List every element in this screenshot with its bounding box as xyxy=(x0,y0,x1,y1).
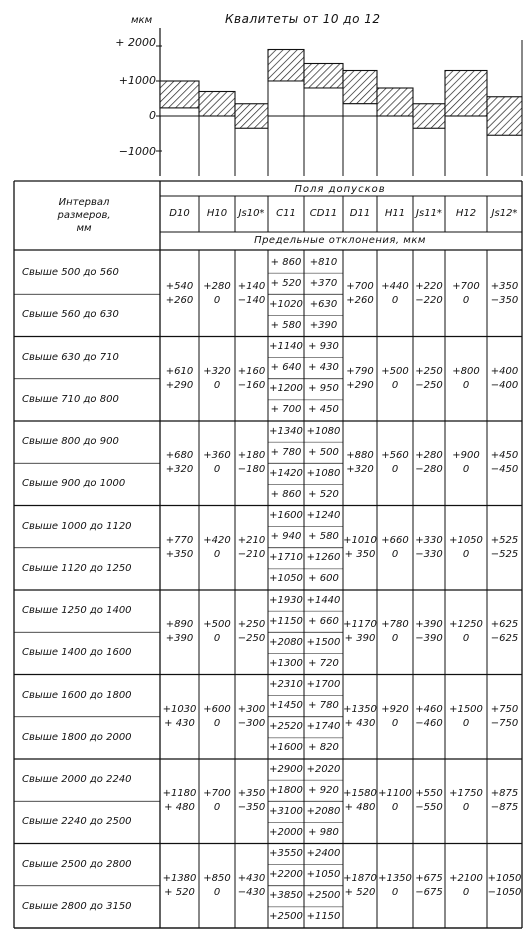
upper-deviation: +525 xyxy=(490,534,519,546)
upper-deviation: +360 xyxy=(203,450,231,462)
c11-deviation: +2200 xyxy=(269,869,303,881)
lower-deviation: −675 xyxy=(415,886,443,898)
upper-deviation: +1050 xyxy=(487,872,522,884)
fields-header: Поля допусков xyxy=(294,184,386,195)
cd11-deviation: +2500 xyxy=(306,890,341,902)
upper-deviation: +1500 xyxy=(449,703,483,715)
upper-deviation: +140 xyxy=(237,281,266,293)
lower-deviation: −550 xyxy=(415,802,443,814)
lower-deviation: −625 xyxy=(490,633,519,645)
upper-deviation: +800 xyxy=(452,365,480,377)
upper-deviation: +250 xyxy=(237,619,266,631)
c11-deviation: +1300 xyxy=(269,657,303,669)
upper-deviation: +900 xyxy=(452,450,480,462)
upper-deviation: +320 xyxy=(203,365,231,377)
lower-deviation: −400 xyxy=(490,379,519,391)
lower-deviation: −430 xyxy=(237,886,266,898)
c11-deviation: +1140 xyxy=(269,341,303,353)
upper-deviation: +920 xyxy=(381,703,409,715)
upper-deviation: +780 xyxy=(381,619,409,631)
c11-deviation: +3100 xyxy=(269,805,303,817)
lower-deviation: 0 xyxy=(391,802,399,814)
lower-deviation: +290 xyxy=(346,379,374,391)
cd11-deviation: +1050 xyxy=(306,869,341,881)
upper-deviation: +500 xyxy=(381,365,409,377)
c11-deviation: + 860 xyxy=(270,256,302,268)
upper-deviation: +790 xyxy=(346,365,374,377)
c11-deviation: +1050 xyxy=(269,573,303,585)
lower-deviation: +260 xyxy=(165,295,194,307)
y-tick-label: + 2000 xyxy=(115,36,156,49)
lower-deviation: −220 xyxy=(415,295,443,307)
lower-deviation: 0 xyxy=(462,717,470,729)
c11-deviation: +2900 xyxy=(269,763,303,775)
lower-deviation: −210 xyxy=(237,548,266,560)
upper-deviation: +560 xyxy=(381,450,409,462)
lower-deviation: −180 xyxy=(237,464,266,476)
c11-deviation: + 580 xyxy=(270,319,302,331)
c11-deviation: +3850 xyxy=(269,890,303,902)
interval-row: Свыше 1120 до 1250 xyxy=(22,562,132,574)
c11-deviation: + 700 xyxy=(270,404,302,416)
c11-deviation: +1800 xyxy=(269,784,303,796)
cd11-deviation: +1500 xyxy=(306,636,341,648)
lower-deviation: 0 xyxy=(391,295,399,307)
lower-deviation: +320 xyxy=(165,464,194,476)
upper-deviation: +625 xyxy=(490,619,519,631)
upper-deviation: +1580 xyxy=(343,788,377,800)
lower-deviation: +390 xyxy=(165,633,194,645)
lower-deviation: +260 xyxy=(346,295,374,307)
lower-deviation: −750 xyxy=(490,717,519,729)
lower-deviation: −1050 xyxy=(487,886,522,898)
c11-deviation: + 640 xyxy=(270,362,302,374)
c11-deviation: +1600 xyxy=(269,510,303,522)
cd11-deviation: + 780 xyxy=(308,700,339,712)
upper-deviation: +440 xyxy=(381,281,409,293)
upper-deviation: +750 xyxy=(490,703,519,715)
lower-deviation: 0 xyxy=(213,379,221,391)
interval-row: Свыше 2240 до 2500 xyxy=(22,816,132,828)
interval-row: Свыше 1400 до 1600 xyxy=(22,647,132,659)
lower-deviation: + 480 xyxy=(164,802,195,814)
interval-row: Свыше 1250 до 1400 xyxy=(22,605,132,617)
cd11-deviation: +1150 xyxy=(306,911,341,923)
cd11-deviation: +370 xyxy=(309,277,338,289)
cd11-deviation: + 920 xyxy=(308,784,339,796)
cd11-deviation: + 580 xyxy=(308,531,339,543)
upper-deviation: +500 xyxy=(203,619,231,631)
interval-row: Свыше 1800 до 2000 xyxy=(22,731,132,743)
lower-deviation: + 430 xyxy=(344,717,376,729)
interval-row: Свыше 800 до 900 xyxy=(22,436,119,448)
upper-deviation: +160 xyxy=(237,365,266,377)
column-code-h11: H11 xyxy=(384,208,406,219)
chart-unit-label: мкм xyxy=(131,15,153,26)
upper-deviation: +1350 xyxy=(343,703,377,715)
cd11-deviation: + 450 xyxy=(308,404,339,416)
upper-deviation: +700 xyxy=(452,281,480,293)
upper-deviation: +875 xyxy=(490,788,519,800)
lower-deviation: −875 xyxy=(490,802,519,814)
upper-deviation: +890 xyxy=(165,619,194,631)
upper-deviation: +210 xyxy=(237,534,266,546)
interval-row: Свыше 2500 до 2800 xyxy=(22,858,132,870)
lower-deviation: 0 xyxy=(391,717,399,729)
c11-deviation: +2520 xyxy=(269,721,303,733)
lower-deviation: 0 xyxy=(462,379,470,391)
lower-deviation: 0 xyxy=(213,548,221,560)
upper-deviation: +250 xyxy=(415,365,443,377)
interval-header-line2: размеров, xyxy=(57,210,111,221)
column-code-c11: C11 xyxy=(276,208,296,219)
upper-deviation: +1380 xyxy=(162,872,197,884)
upper-deviation: +680 xyxy=(165,450,194,462)
column-code-cd11: CD11 xyxy=(309,208,338,219)
upper-deviation: +540 xyxy=(165,281,194,293)
cd11-deviation: + 720 xyxy=(308,657,339,669)
upper-deviation: +700 xyxy=(203,788,231,800)
c11-deviation: +1420 xyxy=(269,467,303,479)
lower-deviation: +290 xyxy=(165,379,194,391)
lower-deviation: + 350 xyxy=(344,548,376,560)
lower-deviation: 0 xyxy=(462,295,470,307)
c11-deviation: + 940 xyxy=(270,531,302,543)
lower-deviation: 0 xyxy=(391,379,399,391)
c11-deviation: + 520 xyxy=(270,277,302,289)
upper-deviation: +460 xyxy=(415,703,443,715)
lower-deviation: −450 xyxy=(490,464,519,476)
interval-row: Свыше 710 до 800 xyxy=(22,393,119,405)
upper-deviation: +880 xyxy=(346,450,374,462)
cd11-deviation: +1080 xyxy=(306,425,341,437)
upper-deviation: +675 xyxy=(415,872,443,884)
c11-deviation: +2080 xyxy=(269,636,303,648)
upper-deviation: +330 xyxy=(415,534,443,546)
c11-deviation: + 780 xyxy=(270,446,302,458)
upper-deviation: +1180 xyxy=(162,788,197,800)
cd11-deviation: +2080 xyxy=(306,805,341,817)
upper-deviation: +600 xyxy=(203,703,231,715)
upper-deviation: +220 xyxy=(415,281,443,293)
lower-deviation: 0 xyxy=(213,802,221,814)
interval-row: Свыше 2000 до 2240 xyxy=(22,774,132,786)
lower-deviation: −350 xyxy=(237,802,266,814)
upper-deviation: +700 xyxy=(346,281,374,293)
lower-deviation: 0 xyxy=(462,548,470,560)
cd11-deviation: +1080 xyxy=(306,467,341,479)
cd11-deviation: +810 xyxy=(309,256,338,268)
upper-deviation: +660 xyxy=(381,534,409,546)
lower-deviation: −525 xyxy=(490,548,519,560)
deviations-header: Предельные отклонения, мкм xyxy=(254,235,426,246)
upper-deviation: +420 xyxy=(203,534,231,546)
interval-row: Свыше 500 до 560 xyxy=(22,267,119,279)
upper-deviation: +450 xyxy=(490,450,519,462)
interval-row: Свыше 1000 до 1120 xyxy=(22,520,132,532)
interval-row: Свыше 2800 до 3150 xyxy=(22,900,132,912)
upper-deviation: +180 xyxy=(237,450,266,462)
lower-deviation: 0 xyxy=(462,886,470,898)
lower-deviation: 0 xyxy=(462,802,470,814)
upper-deviation: +1750 xyxy=(449,788,483,800)
cd11-deviation: + 820 xyxy=(308,742,339,754)
page-title: Квалитеты от 10 до 12 xyxy=(225,12,381,26)
column-code-d11: D11 xyxy=(349,208,371,219)
upper-deviation: +390 xyxy=(415,619,443,631)
c11-deviation: +1930 xyxy=(269,594,303,606)
cd11-deviation: + 660 xyxy=(308,615,339,627)
lower-deviation: −330 xyxy=(415,548,443,560)
upper-deviation: +1010 xyxy=(343,534,377,546)
interval-header-line1: Интервал xyxy=(58,197,110,208)
c11-deviation: +1450 xyxy=(269,700,303,712)
column-code-js12: Js12* xyxy=(491,208,518,219)
upper-deviation: +1350 xyxy=(378,872,412,884)
column-code-js11: Js11* xyxy=(416,208,442,219)
lower-deviation: 0 xyxy=(213,886,221,898)
cd11-deviation: +1260 xyxy=(306,552,341,564)
lower-deviation: 0 xyxy=(391,886,399,898)
cd11-deviation: +1440 xyxy=(306,594,341,606)
interval-row: Свыше 900 до 1000 xyxy=(22,478,126,490)
upper-deviation: +400 xyxy=(490,365,519,377)
lower-deviation: −280 xyxy=(415,464,443,476)
lower-deviation: + 390 xyxy=(344,633,376,645)
interval-row: Свыше 630 до 710 xyxy=(22,351,119,363)
lower-deviation: −160 xyxy=(237,379,266,391)
cd11-deviation: + 600 xyxy=(308,573,339,585)
cd11-deviation: +2400 xyxy=(306,848,341,860)
upper-deviation: +1030 xyxy=(162,703,197,715)
upper-deviation: +1100 xyxy=(378,788,412,800)
upper-deviation: +610 xyxy=(165,365,194,377)
c11-deviation: +1340 xyxy=(269,425,303,437)
cd11-deviation: +390 xyxy=(309,319,338,331)
upper-deviation: +1870 xyxy=(343,872,377,884)
interval-header-line3: мм xyxy=(76,223,92,234)
cd11-deviation: +2020 xyxy=(306,763,341,775)
cd11-deviation: +1700 xyxy=(306,679,341,691)
lower-deviation: + 480 xyxy=(344,802,376,814)
c11-deviation: +1710 xyxy=(269,552,303,564)
lower-deviation: −300 xyxy=(237,717,266,729)
upper-deviation: +300 xyxy=(237,703,266,715)
lower-deviation: +320 xyxy=(346,464,374,476)
lower-deviation: −390 xyxy=(415,633,443,645)
upper-deviation: +350 xyxy=(237,788,266,800)
upper-deviation: +550 xyxy=(415,788,443,800)
upper-deviation: +280 xyxy=(415,450,443,462)
cd11-deviation: +1740 xyxy=(306,721,341,733)
cd11-deviation: +630 xyxy=(309,298,338,310)
lower-deviation: −350 xyxy=(490,295,519,307)
y-tick-label: 0 xyxy=(149,109,156,122)
upper-deviation: +850 xyxy=(203,872,231,884)
column-code-h10: H10 xyxy=(206,208,228,219)
c11-deviation: +2000 xyxy=(269,826,303,838)
upper-deviation: +280 xyxy=(203,281,231,293)
lower-deviation: + 430 xyxy=(164,717,195,729)
lower-deviation: 0 xyxy=(213,633,221,645)
upper-deviation: +770 xyxy=(165,534,194,546)
lower-deviation: 0 xyxy=(391,548,399,560)
cd11-deviation: + 930 xyxy=(308,341,339,353)
cd11-deviation: +1240 xyxy=(306,510,341,522)
upper-deviation: +430 xyxy=(237,872,266,884)
lower-deviation: 0 xyxy=(213,295,221,307)
lower-deviation: + 520 xyxy=(164,886,195,898)
interval-row: Свыше 560 до 630 xyxy=(22,309,119,321)
lower-deviation: 0 xyxy=(462,633,470,645)
lower-deviation: −460 xyxy=(415,717,443,729)
lower-deviation: + 520 xyxy=(344,886,376,898)
lower-deviation: 0 xyxy=(213,717,221,729)
upper-deviation: +1250 xyxy=(449,619,483,631)
upper-deviation: +350 xyxy=(490,281,519,293)
lower-deviation: −140 xyxy=(237,295,266,307)
cd11-deviation: + 950 xyxy=(308,383,339,395)
interval-row: Свыше 1600 до 1800 xyxy=(22,689,132,701)
c11-deviation: +1600 xyxy=(269,742,303,754)
upper-deviation: +2100 xyxy=(449,872,483,884)
c11-deviation: +1020 xyxy=(269,298,303,310)
lower-deviation: 0 xyxy=(391,464,399,476)
column-code-d10: D10 xyxy=(169,208,190,219)
c11-deviation: +1200 xyxy=(269,383,303,395)
cd11-deviation: + 430 xyxy=(308,362,339,374)
column-code-js10: Js10* xyxy=(238,208,265,219)
c11-deviation: +2500 xyxy=(269,911,303,923)
column-code-h12: H12 xyxy=(455,208,477,219)
upper-deviation: +1170 xyxy=(343,619,377,631)
y-tick-label: +1000 xyxy=(118,74,156,87)
y-tick-label: −1000 xyxy=(118,145,156,158)
lower-deviation: 0 xyxy=(213,464,221,476)
cd11-deviation: + 980 xyxy=(308,826,339,838)
cd11-deviation: + 520 xyxy=(308,488,339,500)
lower-deviation: −250 xyxy=(237,633,266,645)
c11-deviation: +3550 xyxy=(269,848,303,860)
lower-deviation: 0 xyxy=(462,464,470,476)
lower-deviation: −250 xyxy=(415,379,443,391)
cd11-deviation: + 500 xyxy=(308,446,339,458)
c11-deviation: +1150 xyxy=(269,615,303,627)
c11-deviation: +2310 xyxy=(269,679,303,691)
upper-deviation: +1050 xyxy=(449,534,483,546)
lower-deviation: 0 xyxy=(391,633,399,645)
c11-deviation: + 860 xyxy=(270,488,302,500)
lower-deviation: +350 xyxy=(165,548,194,560)
